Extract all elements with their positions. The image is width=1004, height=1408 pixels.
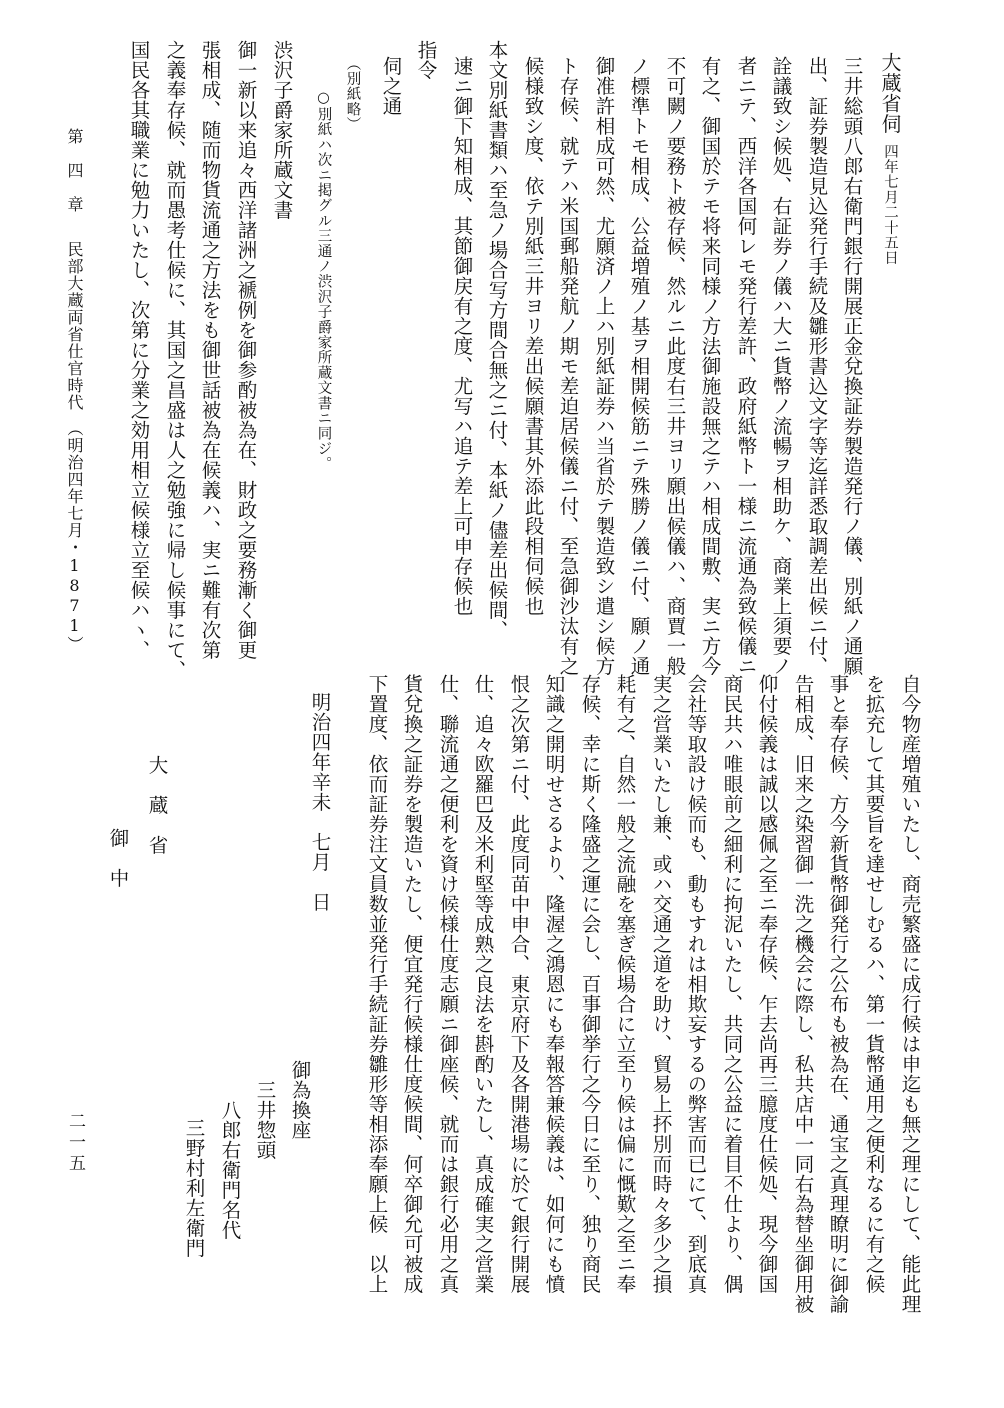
source-line: 国民各其職業に勉力いたし、次第に分業之効用相立候様立至候ハヽ、: [127, 40, 151, 660]
text-line: 実之営業いたし兼、或ハ交通之道を助け、貿易上抔別而時々多少之損: [649, 674, 673, 1294]
text-line: 会社等取設け候而も、動もすれは相欺妄するの弊害而已にて、到底真: [684, 674, 708, 1294]
source-line: 御一新以来追々西洋諸洲之褫例を御参酌被為在、財政之要務漸く御更: [234, 40, 258, 660]
text-line: 有之、御国於テモ将来同様ノ方法御施設無之テハ相成間敷、実ニ方今: [698, 56, 722, 676]
directive-text: 伺之通: [379, 56, 403, 116]
signer-name: 三井惣頭: [253, 1080, 277, 1160]
text-line: 知識之開明せさるより、隆渥之鴻恩にも奉報答兼候義は、如何にも憤: [542, 674, 566, 1294]
text-line: 自今物産増殖いたし、商売繁盛に成行候は申迄も無之理にして、能此理: [898, 674, 922, 1314]
note-label: （別紙略）: [344, 56, 361, 132]
text-line: ノ標準トモ相成、公益増殖ノ基ヲ相開候筋ニテ殊勝ノ儀ニ付、願ノ通: [627, 56, 651, 676]
text-line: 出、証券製造見込発行手続及雛形書込文字等迄詳悉取調差出候ニ付、: [805, 56, 829, 676]
text-line: 者ニテ、西洋各国何レモ発行差許、政府紙幣ト一様ニ流通為致候儀ニ: [734, 56, 758, 676]
text-line: 事と奉存候、方今新貨幣御発行之公布も被為在、通宝之真理瞭明に御諭: [826, 674, 850, 1314]
directive-label: 指令: [414, 40, 438, 80]
text-line: 仕、追々欧羅巴及米利堅等成熟之良法を斟酌いたし、真成確実之営業: [471, 674, 495, 1294]
running-header: [66, 128, 82, 653]
addressee-suffix: 御 中: [106, 828, 130, 888]
text-line: 存候、幸に斯く隆盛之運に会し、百事御挙行之今日に至り、独り商民: [578, 674, 602, 1294]
signer-name: 三野村利左衛門: [182, 1118, 206, 1258]
text-line: 不可闕ノ要務ト被存候、然ルニ此度右三井ヨリ願出候儀ハ、商賈一般: [663, 56, 687, 676]
text-line: 仕、聯流通之便利を資け候様仕度志願ニ御座候、就而は銀行必用之真: [436, 674, 460, 1294]
letter-date: 明治四年辛未 七月 日: [308, 692, 332, 912]
heading-title: 大蔵省伺: [878, 52, 902, 134]
text-line: ト存候、就テハ米国郵船発航ノ期モ差迫居候儀ニ付、至急御沙汰有之: [556, 56, 580, 676]
text-line: 詮議致シ候処、右証券ノ儀ハ大ニ貨幣ノ流暢ヲ相助ケ、商業上須要ノ: [769, 56, 793, 676]
addressee: 大 蔵 省: [145, 755, 169, 855]
text-line: 商民共ハ唯眼前之細利に拘泥いたし、共同之公益に着目不仕より、偶: [720, 674, 744, 1294]
signer-name: 八郎右衛門名代: [218, 1100, 242, 1240]
source-line: 張相成、随而物貨流通之方法をも御世話被為在候義ハ、実ニ難有次第: [198, 40, 222, 660]
source-line: 之義奉存候、就而愚考仕候に、其国之昌盛は人之勉強に帰し候事にて、: [163, 40, 187, 680]
signer-title: 御為換座: [288, 1060, 312, 1140]
text-line: 候様致シ度、依テ別紙三井ヨリ差出候願書其外添此段相伺候也: [521, 56, 545, 616]
text-line: 御准許相成可然、尤願済ノ上ハ別紙証券ハ当省於テ製造致シ遣シ候方: [592, 56, 616, 676]
chapter-label: 第 四 章: [65, 128, 84, 213]
text-line: 耗有之、自然一般之流融を塞ぎ候場合に立至り候は偏に慨歎之至ニ奉: [613, 674, 637, 1294]
heading-date: 四年七月二十五日: [882, 144, 898, 266]
text-line: 恨之次第ニ付、此度同苗中申合、東京府下及各開港場に於て銀行開展: [507, 674, 531, 1294]
text-line: 下置度、依而証券注文員数並発行手続証券雛形等相添奉願上候 以上: [365, 674, 389, 1294]
text-line: 告相成、旧来之染習御一洗之機会に際し、私共店中一同右為替坐御用被: [791, 674, 815, 1314]
text-line: 速ニ御下知相成、其節御戻有之度、尤写ハ追テ差上可申存候也: [450, 56, 474, 616]
note-text: ○別紙ハ次ニ掲グル三通ノ渋沢子爵家所蔵文書ニ同ジ。: [315, 90, 332, 472]
text-line: 本文別紙書類ハ至急ノ場合写方間合無之ニ付、本紙ノ儘差出候間、: [485, 40, 509, 640]
text-line: 貨兌換之証券を製造いたし、便宜発行候様仕度候間、何卒御允可被成: [400, 674, 424, 1294]
text-line: 仰付候義は誠以感佩之至ニ奉存候、乍去尚再三臆度仕候処、現今御国: [755, 674, 779, 1294]
section-heading: [880, 52, 900, 266]
text-line: を拡充して其要旨を達せしむるハ、第一貨幣通用之便利なるに有之候: [862, 674, 886, 1294]
section-label: 民部大蔵両省仕官時代 （明治四年七月・1871）: [65, 241, 84, 653]
text-line: 三井総頭八郎右衛門銀行開展正金兌換証券製造発行ノ儀、別紙ノ通願: [840, 56, 864, 676]
page-number: 二一五: [65, 1112, 85, 1175]
source-title: 渋沢子爵家所蔵文書: [270, 40, 294, 220]
